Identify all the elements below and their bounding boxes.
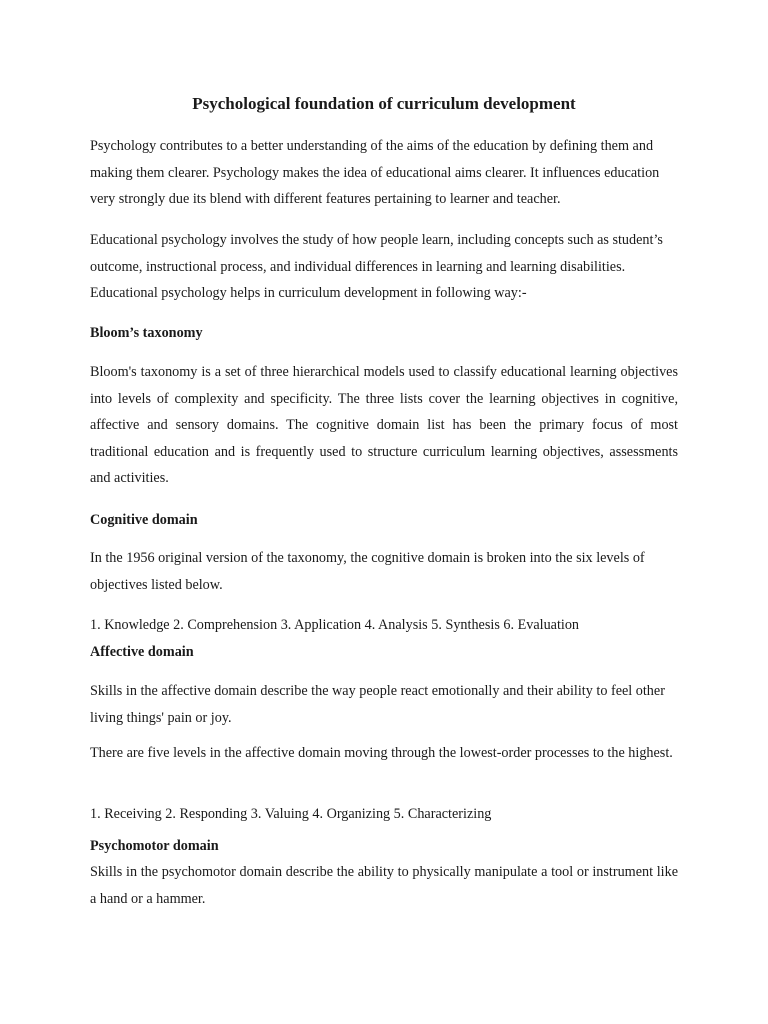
affective-domain-paragraph-2: There are five levels in the affective domain moving through the lowest-order processes to the highest. [90,745,673,761]
psychomotor-domain-heading: Psychomotor domain [90,838,219,854]
cognitive-domain-paragraph: In the 1956 original version of the taxonomy, the cognitive domain is broken into the six levels of objectives listed below. [90,550,645,593]
intro-paragraph-2: Educational psychology involves the study of how people learn, including concepts such as student’s outcome, instructional process, and individual differences in learning and learning disabilities. Educational psychology helps in curriculum development in following way:- [90,232,663,301]
affective-levels-list: 1. Receiving 2. Responding 3. Valuing 4. Organizing 5. Characterizing [90,806,492,822]
blooms-taxonomy-heading: Bloom’s taxonomy [90,325,203,341]
blooms-taxonomy-paragraph: Bloom's taxonomy is a set of three hierarchical models used to classify educational learning objectives into levels of complexity and specificity. The three lists cover the learning objectives in cognitive, affective and sensory domains. The cognitive domain list has been the primary focus of most traditional education and is frequently used to structure curriculum learning objectives, assessments and activities. [90,364,678,486]
document-title: Psychological foundation of curriculum development [192,94,576,113]
cognitive-levels-list: 1. Knowledge 2. Comprehension 3. Application 4. Analysis 5. Synthesis 6. Evaluation [90,617,580,633]
cognitive-domain-heading: Cognitive domain [90,512,198,528]
affective-domain-paragraph-1: Skills in the affective domain describe the way people react emotionally and their ability to feel other living things' pain or joy. [90,683,665,726]
intro-paragraph-1: Psychology contributes to a better understanding of the aims of the education by defining them and making them clearer. Psychology makes the idea of educational aims clearer. It influences education very strongly due its blend with different features pertaining to learner and teacher. [90,138,660,207]
affective-domain-heading: Affective domain [90,644,194,660]
psychomotor-domain-paragraph: Skills in the psychomotor domain describe the ability to physically manipulate a tool or instrument like a hand or a hammer. [90,864,678,907]
